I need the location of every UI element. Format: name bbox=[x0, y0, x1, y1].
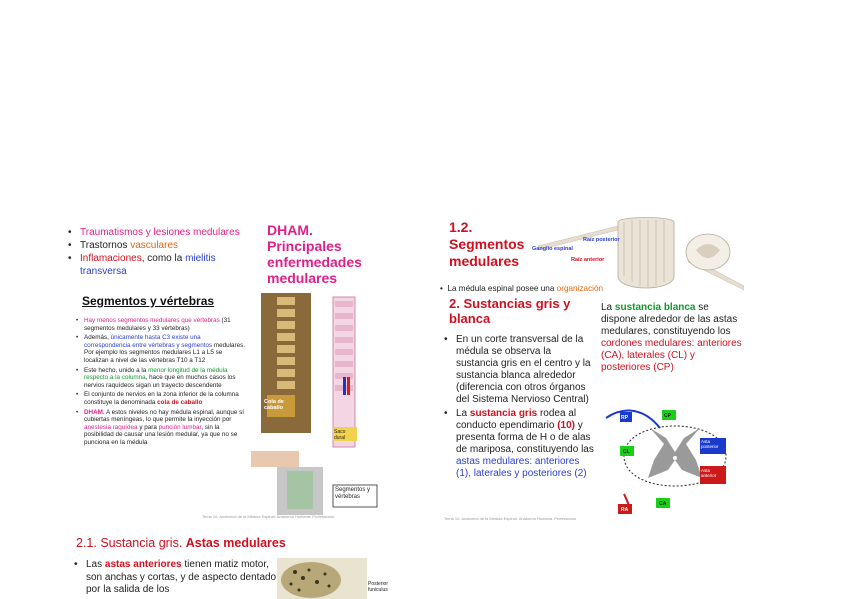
list-item: • Inflamaciones, como la mielitis transversa bbox=[68, 253, 216, 277]
slide-sustancias bbox=[440, 216, 746, 522]
list-item: • DHAM. A estos niveles no hay médula espinal, aunque sí cubiertas meníngeas, lo que permite la inyección por anestesia raquídea y para punción lumbar, sin la posibilidad de causar una lesión medular, ya que no se punciona en la médula bbox=[76, 408, 244, 446]
slide-astas-medulares bbox=[62, 530, 402, 599]
slide-segmentos-vertebras bbox=[62, 291, 382, 521]
spinal-cord-illustration bbox=[538, 216, 744, 294]
slide-title: 1.2. Segmentos medulares bbox=[449, 219, 525, 269]
intro-text: • La médula espinal posee una organización bbox=[440, 284, 604, 293]
label-cola-caballo: Cola de caballo bbox=[264, 399, 284, 411]
section-title: 2. Sustancias gris y blanca bbox=[449, 296, 571, 326]
label-raiz-anterior: Raíz anterior bbox=[571, 257, 605, 263]
slide-title: 2.1. Sustancia gris. Astas medulares bbox=[76, 536, 286, 550]
label-segmentos-vertebras: Segmentos y vértebras bbox=[335, 487, 371, 500]
label-ca: CA bbox=[659, 501, 667, 507]
label-ra: RA bbox=[621, 507, 629, 513]
label-ganglio-espinal: Ganglio espinal bbox=[532, 246, 573, 252]
list-item: • Hay menos segmentos medulares que vértebras (31 segmentos medulares y 33 vértebras) bbox=[76, 317, 231, 332]
slide-enfermedades bbox=[62, 216, 382, 291]
label-posterior-funiculus: Posterior funiculus bbox=[368, 581, 389, 593]
slide-footer: Tema 10. Anatomía de la Médula Espinal. Anatomía Humana. Profesorado bbox=[202, 514, 335, 519]
list-item: • El conjunto de nervios en la zona inferior de la columna constituye la denominada cola de caballo bbox=[76, 391, 239, 406]
slide-footer: Tema 10. Anatomía de la Médula Espinal. Anatomía Humana. Profesorado bbox=[444, 516, 577, 521]
histology-image bbox=[277, 558, 367, 599]
list-item: • La sustancia gris rodea al conducto ependimario (10) y presenta forma de H o de alas de mariposa, constituyendo las astas medulares: anteriores (1), laterales y posteriores (2) bbox=[444, 408, 594, 479]
label-raiz-posterior: Raíz posterior bbox=[583, 237, 620, 243]
list-item: • Traumatismos y lesiones medulares bbox=[68, 227, 240, 238]
list-item: • Las astas anteriores tienen matiz motor, son anchas y cortas, y de aspecto dentado por la salida de los bbox=[74, 559, 277, 595]
label-asta-posterior: Asta posterior bbox=[701, 439, 719, 449]
slide-title: Segmentos y vértebras bbox=[82, 294, 215, 308]
list-item: • En un corte transversal de la médula se observa la sustancia gris en el centro y la sustancia blanca alrededor (diferencia con otros órganos del Sistema Nervioso Central) bbox=[444, 334, 591, 405]
label-rp: RP bbox=[621, 415, 628, 421]
label-asta-anterior: Asta anterior bbox=[701, 468, 717, 478]
label-cp: CP bbox=[664, 413, 671, 419]
slide-title: DHAM. Principales enfermedades medulares bbox=[267, 222, 362, 286]
list-item: • Trastornos vasculares bbox=[68, 240, 179, 251]
list-item: • Además, únicamente hasta C3 existe una correspondencia entre vértebras y segmentos medulares. Por ejemplo los segmentos medulares L1 a L5 se localizan a nivel de las vértebras T10 a T12 bbox=[76, 334, 246, 364]
right-paragraph: La sustancia blanca se dispone alrededor de las astas medulares, constituyendo los cordones medulares: anteriores (CA), laterales (CL) y posteriores (CP) bbox=[601, 302, 742, 373]
label-cl: CL bbox=[623, 449, 630, 455]
label-saco-dural: Saco dural bbox=[334, 429, 346, 441]
list-item: • Este hecho, unido a la menor longitud de la médula respecto a la columna, hace que en muchos casos los nervios raquídeos sigan un trayecto descendente bbox=[76, 366, 236, 389]
